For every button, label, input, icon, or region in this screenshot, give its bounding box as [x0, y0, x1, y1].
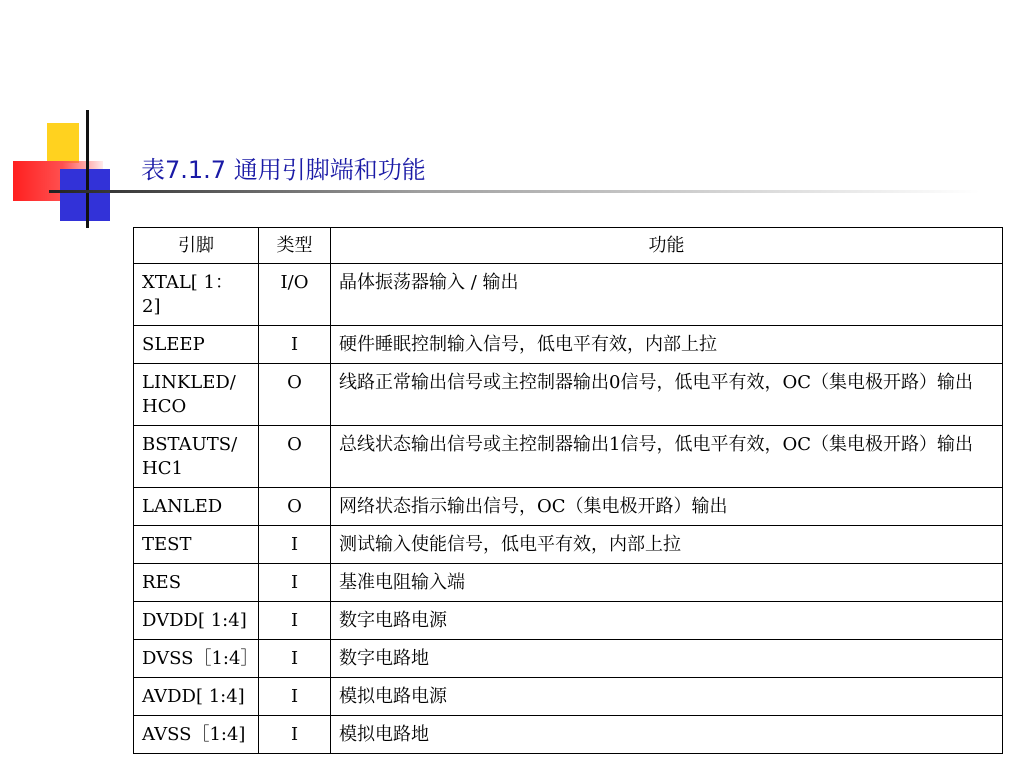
decor-horizontal-rule — [49, 190, 980, 193]
pin-function-table — [133, 227, 1003, 754]
type-cell: O — [259, 426, 331, 488]
type-cell: O — [259, 364, 331, 426]
decor-blue-square — [60, 169, 110, 221]
type-cell: I — [259, 678, 331, 716]
function-cell: 模拟电路电源 — [331, 678, 1003, 716]
function-cell: 总线状态输出信号或主控制器输出1信号，低电平有效，OC（集电极开路）输出 — [331, 426, 1003, 488]
function-cell: 网络状态指示输出信号，OC（集电极开路）输出 — [331, 488, 1003, 526]
decor-yellow-square — [47, 123, 79, 163]
function-cell: 基准电阻输入端 — [331, 564, 1003, 602]
slide-title: 表7.1.7 通用引脚端和功能 — [141, 156, 426, 184]
table-row — [134, 488, 1003, 526]
pin-cell: XTAL[ 1：2] — [134, 264, 259, 326]
type-cell: I/O — [259, 264, 331, 326]
table-row — [134, 264, 1003, 326]
header-type: 类型 — [259, 228, 331, 264]
pin-cell: SLEEP — [134, 326, 259, 364]
pin-cell: LANLED — [134, 488, 259, 526]
type-cell: I — [259, 326, 331, 364]
function-cell: 数字电路地 — [331, 640, 1003, 678]
table-row — [134, 426, 1003, 488]
type-cell: I — [259, 564, 331, 602]
table-row — [134, 640, 1003, 678]
table-row — [134, 364, 1003, 426]
table-row — [134, 716, 1003, 754]
table-row — [134, 602, 1003, 640]
type-cell: I — [259, 716, 331, 754]
header-function: 功能 — [331, 228, 1003, 264]
function-cell: 数字电路电源 — [331, 602, 1003, 640]
table-row — [134, 564, 1003, 602]
pin-cell: RES — [134, 564, 259, 602]
pin-cell: AVSS［1:4] — [134, 716, 259, 754]
type-cell: O — [259, 488, 331, 526]
pin-cell: BSTAUTS/HC1 — [134, 426, 259, 488]
function-cell: 硬件睡眠控制输入信号，低电平有效，内部上拉 — [331, 326, 1003, 364]
header-pin: 引脚 — [134, 228, 259, 264]
decor-vertical-line — [86, 110, 89, 228]
pin-cell: LINKLED/HCO — [134, 364, 259, 426]
function-cell: 晶体振荡器输入 / 输出 — [331, 264, 1003, 326]
function-cell: 线路正常输出信号或主控制器输出0信号，低电平有效，OC（集电极开路）输出 — [331, 364, 1003, 426]
type-cell: I — [259, 640, 331, 678]
table-header-row — [134, 228, 1003, 264]
type-cell: I — [259, 526, 331, 564]
pin-cell: TEST — [134, 526, 259, 564]
pin-cell: AVDD[ 1:4] — [134, 678, 259, 716]
table-row — [134, 526, 1003, 564]
type-cell: I — [259, 602, 331, 640]
function-cell: 模拟电路地 — [331, 716, 1003, 754]
table-row — [134, 678, 1003, 716]
pin-cell: DVSS［1:4］ — [134, 640, 259, 678]
function-cell: 测试输入使能信号，低电平有效，内部上拉 — [331, 526, 1003, 564]
pin-cell: DVDD[ 1:4] — [134, 602, 259, 640]
table-row — [134, 326, 1003, 364]
